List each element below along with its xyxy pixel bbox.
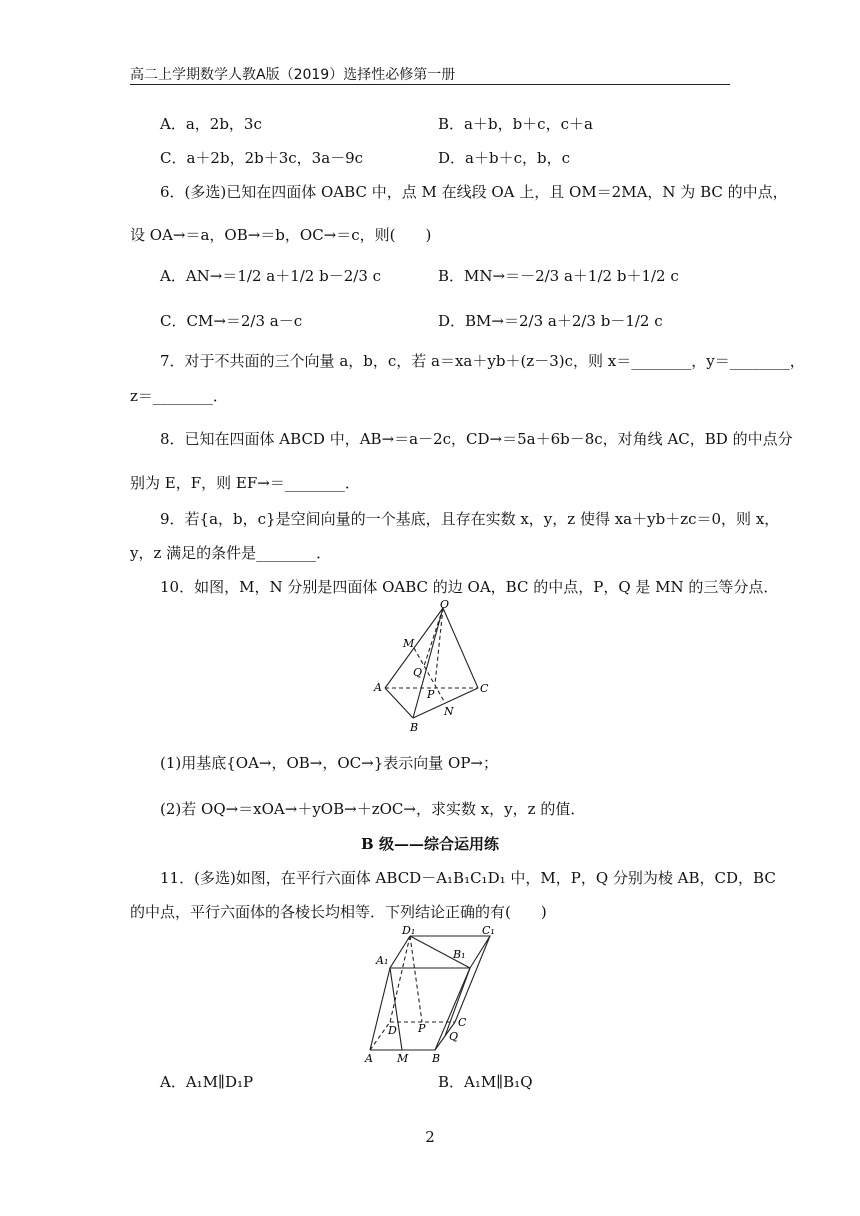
label-c: C: [480, 682, 489, 695]
q11-option-a: A．A₁M∥D₁P: [160, 1073, 254, 1091]
q6-option-c: C．CM→＝2/3 a－c: [160, 312, 303, 330]
q7-stem-line2: z＝________．: [130, 387, 228, 405]
q5-option-c: C．a＋2b，2b＋3c，3a－9c: [160, 149, 364, 167]
q10-part2: (2)若 OQ→＝xOA→＋yOB→＋zOC→，求实数 x，y，z 的值．: [160, 800, 586, 818]
q10-stem-line1: 10．如图，M，N 分别是四面体 OABC 的边 OA，BC 的中点，P，Q 是 MN 的三等分点．: [160, 578, 779, 596]
label-a: A: [374, 681, 382, 694]
q11-stem-line2: 的中点，平行六面体的各棱长均相等．下列结论正确的有( ): [130, 903, 547, 921]
label-q: Q: [413, 666, 423, 679]
label-q: Q: [449, 1030, 459, 1043]
q5-option-a: A．a，2b，3c: [160, 115, 262, 133]
q8-stem-line1: 8．已知在四面体 ABCD 中，AB→＝a－2c，CD→＝5a＋6b－8c，对角线 AC，BD 的中点分: [160, 430, 793, 448]
page-number: 2: [425, 1128, 435, 1146]
q8-stem-line2: 别为 E，F，则 EF→＝________．: [130, 474, 360, 492]
q6-stem-line2: 设 OA→＝a，OB→＝b，OC→＝c，则( ): [130, 226, 432, 244]
label-m: M: [403, 637, 415, 650]
q6-option-d: D．BM→＝2/3 a＋2/3 b－1/2 c: [438, 312, 663, 330]
q11-stem-line1: 11．(多选)如图，在平行六面体 ABCD－A₁B₁C₁D₁ 中，M，P，Q 分别为棱 AB，CD，BC: [160, 869, 776, 887]
edge-ab: [385, 688, 413, 718]
segment-op: [435, 608, 443, 684]
q6-option-a: A．AN→＝1/2 a＋1/2 b－2/3 c: [160, 267, 382, 285]
header-rule: [130, 84, 730, 85]
q9-stem-line1: 9．若{a，b，c}是空间向量的一个基底，且存在实数 x，y，z 使得 xa＋yb＋zc＝0，则 x，: [160, 510, 780, 528]
q6-stem-line1: 6．(多选)已知在四面体 OABC 中，点 M 在线段 OA 上，且 OM＝2MA，N 为 BC 的中点，: [160, 183, 788, 201]
label-p: P: [427, 688, 435, 701]
label-b: B: [432, 1052, 441, 1064]
label-b: B: [410, 721, 419, 734]
label-m: M: [397, 1052, 409, 1064]
label-o: O: [440, 600, 450, 611]
label-d: D: [388, 1024, 397, 1037]
label-a: A: [365, 1052, 373, 1064]
edge-ob: [413, 608, 443, 718]
q11-option-b: B．A₁M∥B₁Q: [438, 1073, 533, 1091]
q9-stem-line2: y，z 满足的条件是________．: [130, 544, 332, 562]
segment-d1p: [410, 936, 422, 1022]
q5-option-b: B．a＋b，b＋c，c＋a: [438, 115, 593, 133]
document-header-title: 高二上学期数学人教A版（2019）选择性必修第一册: [130, 67, 456, 83]
label-b1: B₁: [453, 948, 466, 961]
parallelepiped-figure: [360, 922, 510, 1064]
section-b-heading: B 级——综合运用练: [361, 835, 499, 853]
edge-dd1: [390, 936, 410, 1022]
label-n: N: [444, 705, 454, 718]
q7-stem-line1: 7．对于不共面的三个向量 a，b，c，若 a＝xa＋yb＋(z－3)c，则 x＝________，y＝________，: [160, 352, 805, 370]
q5-option-d: D．a＋b＋c，b，c: [438, 149, 570, 167]
edge-oc: [443, 608, 478, 688]
edge-aa1: [370, 968, 390, 1050]
label-a1: A₁: [376, 954, 389, 967]
label-d1: D₁: [402, 924, 416, 937]
tetrahedron-figure: [365, 600, 495, 735]
label-p: P: [418, 1022, 426, 1035]
q6-option-b: B．MN→＝－2/3 a＋1/2 b＋1/2 c: [438, 267, 679, 285]
q10-part1: (1)用基底{OA→，OB→，OC→}表示向量 OP→；: [160, 754, 498, 772]
label-c1: C₁: [482, 924, 495, 937]
label-c: C: [458, 1016, 467, 1029]
